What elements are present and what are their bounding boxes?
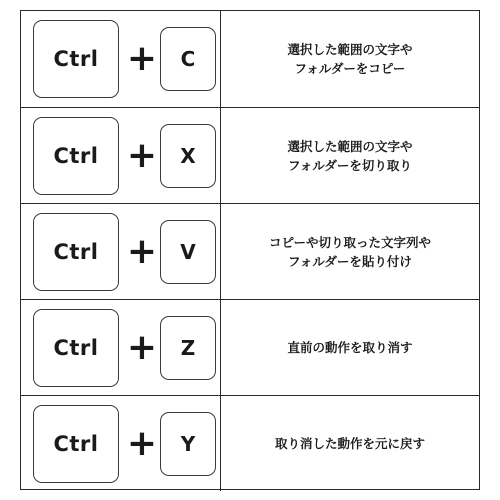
plus-sign: + — [126, 230, 158, 272]
shortcut-table — [20, 10, 480, 490]
description-cell — [221, 11, 479, 107]
plus-sign: + — [126, 326, 158, 368]
shortcut-row-redo — [21, 395, 479, 491]
ctrl-key: Ctrl — [33, 309, 119, 387]
y-key: Y — [160, 412, 216, 476]
ctrl-key: Ctrl — [33, 213, 119, 291]
description-line: 取り消した動作を元に戻す — [274, 436, 425, 451]
description-cell — [221, 396, 479, 491]
ctrl-key: Ctrl — [33, 117, 119, 195]
c-key: C — [160, 27, 216, 91]
description-line: フォルダーを切り取り — [288, 157, 412, 173]
key-combo-cell — [21, 300, 221, 395]
description-line: フォルダーをコピー — [294, 61, 406, 76]
plus-sign: + — [126, 134, 158, 176]
description-cell — [221, 204, 479, 299]
key-combo-cell — [21, 11, 221, 107]
ctrl-key: Ctrl — [33, 405, 119, 483]
key-combo-cell — [21, 204, 221, 299]
z-key: Z — [160, 316, 216, 380]
shortcut-row-paste — [21, 203, 479, 299]
x-key: X — [160, 124, 216, 188]
plus-sign: + — [126, 422, 158, 464]
shortcut-row-cut — [21, 107, 479, 203]
description-line: コピーや切り取った文字列や — [268, 234, 431, 250]
shortcut-row-copy — [21, 11, 479, 107]
description-cell — [221, 300, 479, 395]
description-line: 直前の動作を取り消す — [287, 340, 413, 355]
key-combo-cell — [21, 396, 221, 491]
description-line: 選択した範囲の文字や — [287, 42, 413, 57]
plus-sign: + — [126, 38, 158, 79]
shortcut-row-undo — [21, 299, 479, 395]
v-key: V — [160, 220, 216, 284]
description-line: フォルダーを貼り付け — [288, 253, 412, 269]
key-combo-cell — [21, 108, 221, 203]
description-line: 選択した範囲の文字や — [287, 138, 413, 154]
description-cell — [221, 108, 479, 203]
ctrl-key: Ctrl — [33, 20, 119, 98]
